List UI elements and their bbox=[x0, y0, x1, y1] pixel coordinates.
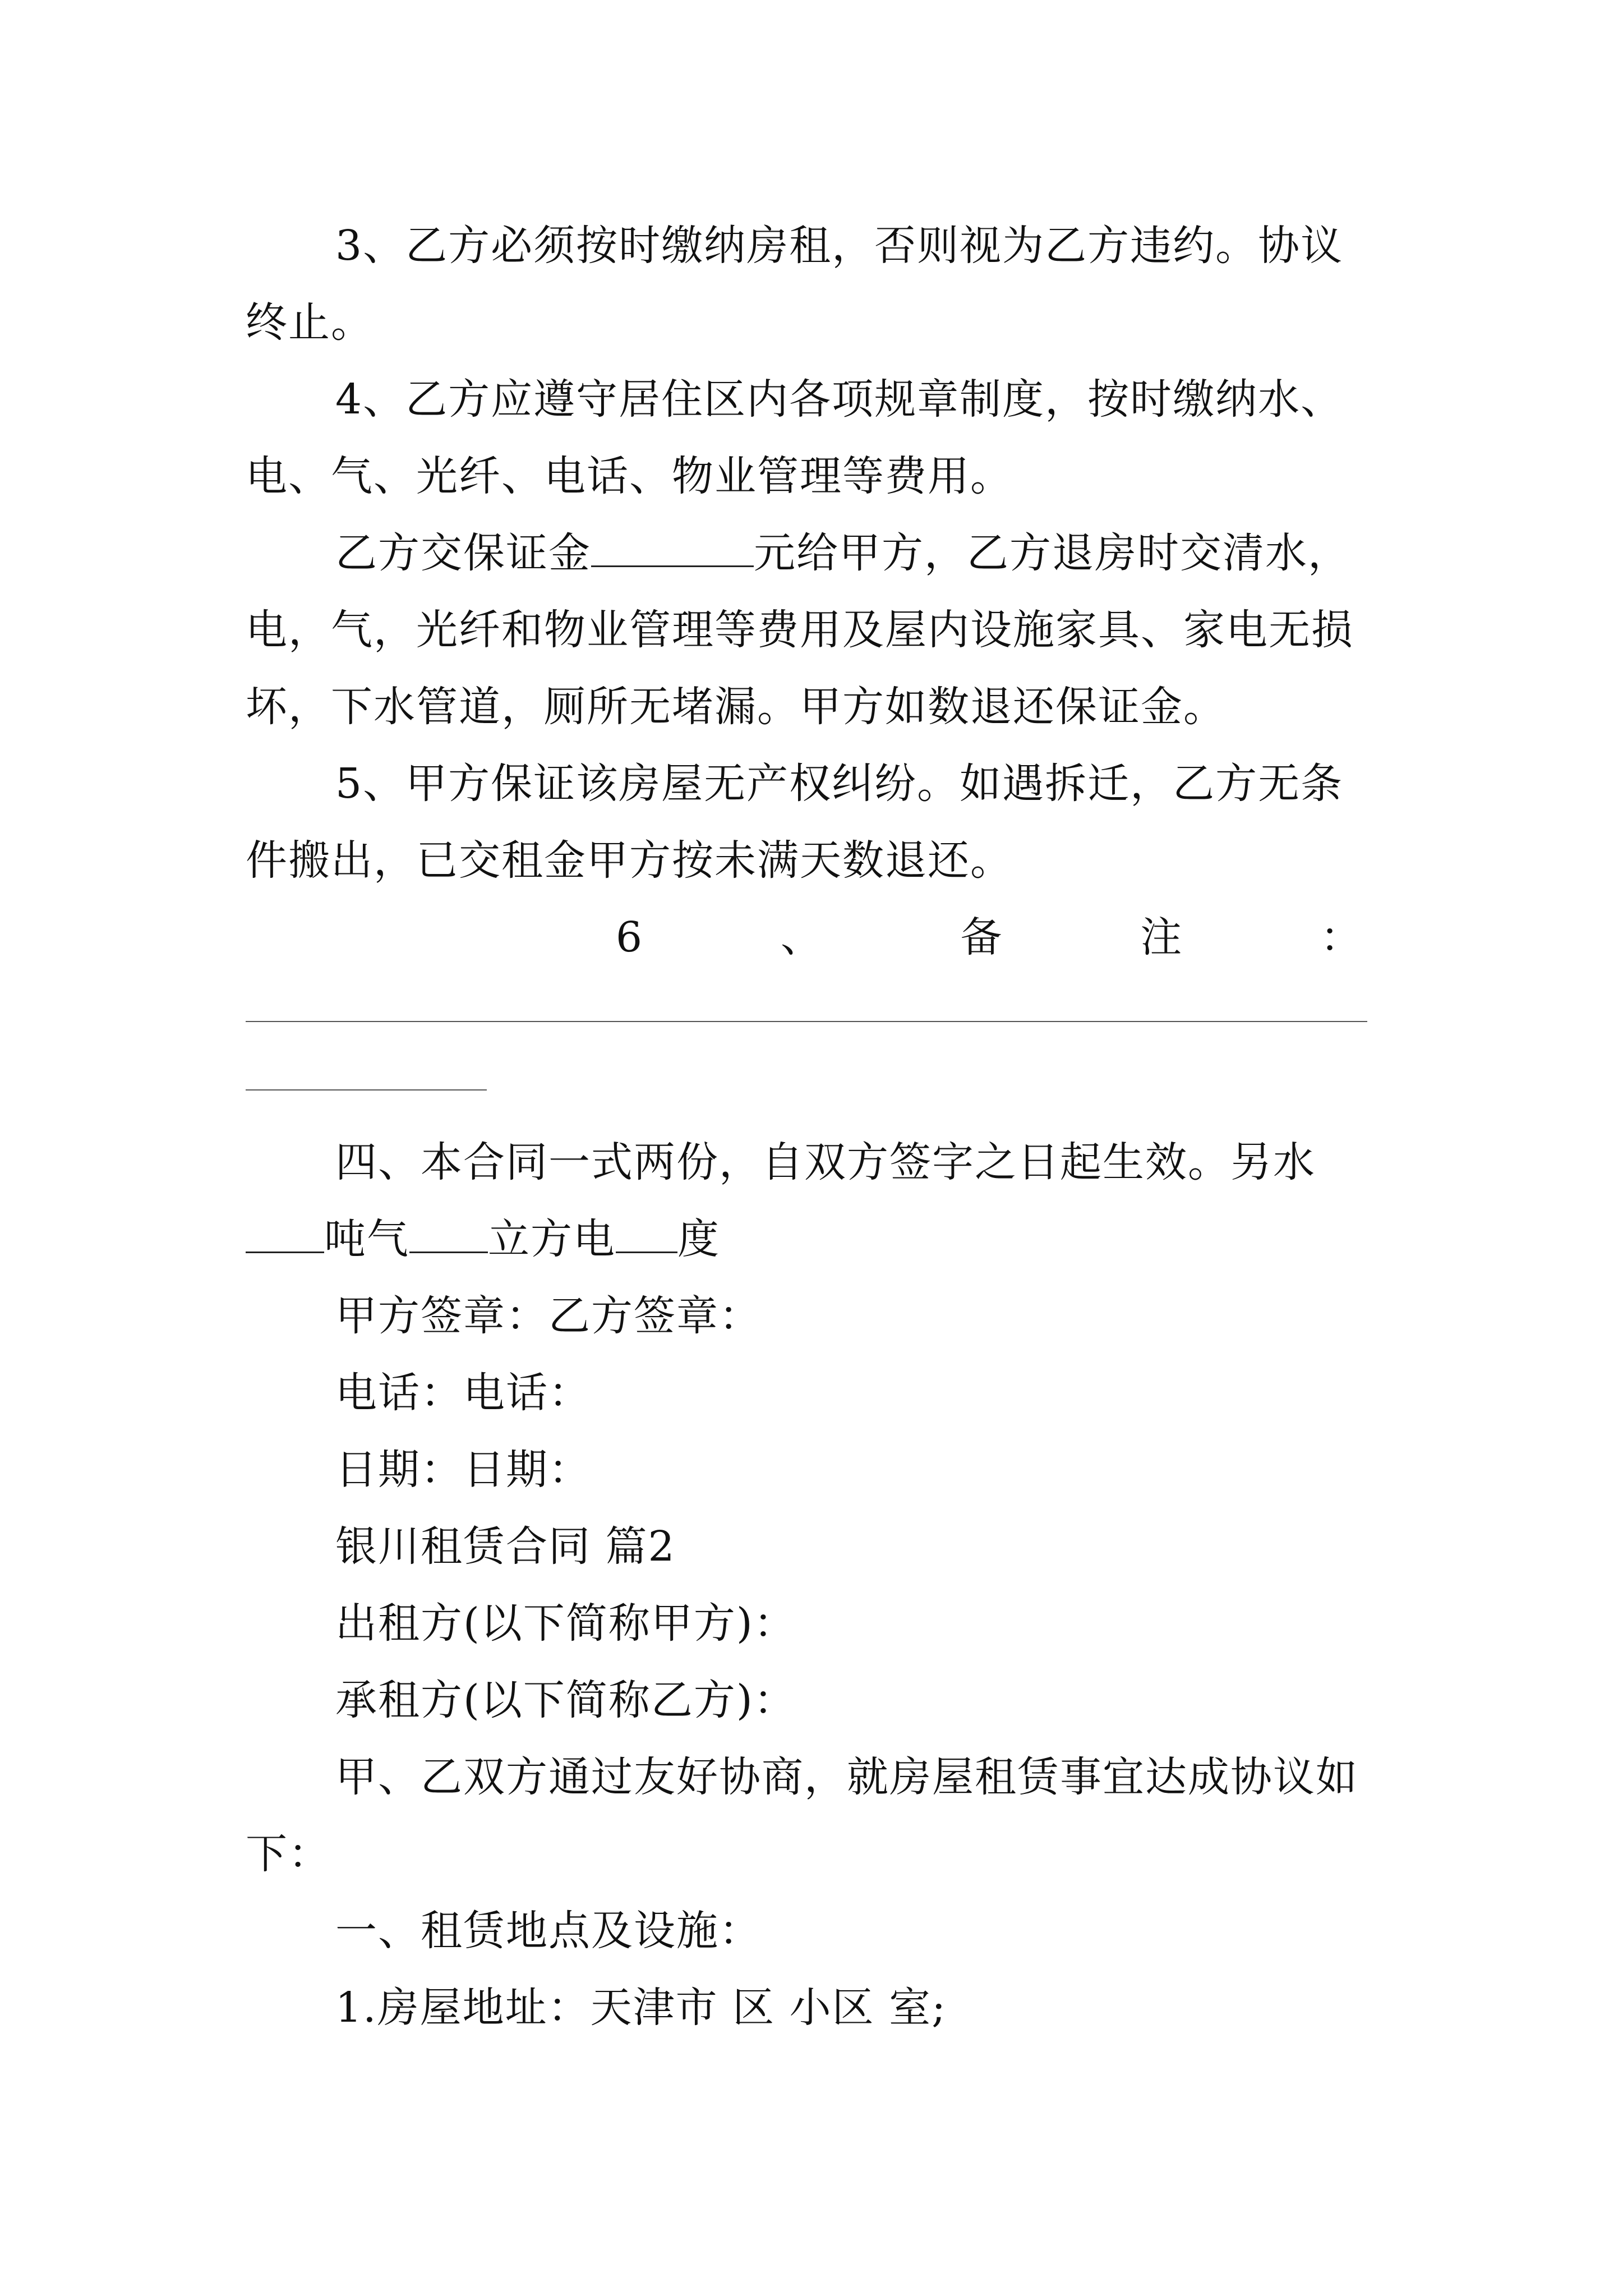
contract-2-title: 银川租赁合同 篇2 bbox=[335, 1522, 676, 1571]
clause-3: 3、乙方必须按时缴纳房租，否则视为乙方违约。协议终止。 bbox=[246, 222, 1344, 347]
document-body bbox=[246, 208, 1384, 2046]
date-line: 日期：日期： bbox=[335, 1446, 591, 1494]
gas-label: 吨气 bbox=[324, 1215, 409, 1263]
remark-char-5: ： bbox=[1320, 913, 1362, 961]
deposit-text-after: 元给甲方，乙方退房时交清水，电，气，光纤和物业管理等费用及屋内设施家具、家电无损坏，下水管道，厕所无堵漏。甲方如数退还保证金。 bbox=[246, 529, 1354, 731]
remark-blank-line-short bbox=[246, 1089, 487, 1091]
phone-line: 电话：电话： bbox=[335, 1369, 591, 1417]
remark-char-3: 备 bbox=[960, 913, 1002, 961]
remark-char-4: 注 bbox=[1140, 913, 1182, 961]
deposit-paragraph bbox=[246, 515, 1384, 746]
lessor-line: 出租方(以下简称甲方)： bbox=[335, 1599, 796, 1648]
clause-4: 4、乙方应遵守居住区内各项规章制度，按时缴纳水、电、气、光纤、电话、物业管理等费用。 bbox=[246, 375, 1344, 500]
electric-label: 立方电 bbox=[488, 1215, 616, 1263]
deposit-text-before: 乙方交保证金 bbox=[335, 529, 591, 577]
gas-blank bbox=[409, 1218, 488, 1253]
water-blank bbox=[246, 1218, 324, 1253]
signature-line: 甲方签章：乙方签章： bbox=[335, 1292, 762, 1340]
address-line: 1.房屋地址：天津市 区 小区 室; bbox=[335, 1984, 947, 2032]
remark-char-1: 6 bbox=[616, 913, 643, 961]
lessee-line: 承租方(以下简称乙方)： bbox=[335, 1676, 796, 1724]
degree-label: 度 bbox=[677, 1215, 720, 1263]
remark-blank-line bbox=[246, 1021, 1367, 1022]
clause-four-text: 四、本合同一式两份，自双方签字之日起生效。另水 bbox=[335, 1138, 1316, 1186]
section-1-heading: 一、租赁地点及设施： bbox=[335, 1907, 762, 1955]
agreement-intro: 甲、乙双方通过友好协商，就房屋租赁事宜达成协议如下： bbox=[246, 1753, 1358, 1878]
deposit-blank bbox=[591, 532, 754, 567]
clause-four bbox=[246, 1124, 1384, 1278]
electric-blank bbox=[616, 1218, 677, 1253]
remark-line bbox=[246, 899, 1384, 976]
clause-5: 5、甲方保证该房屋无产权纠纷。如遇拆迁，乙方无条件搬出，已交租金甲方按未满天数退还。 bbox=[246, 760, 1344, 885]
remark-char-2: 、 bbox=[780, 913, 822, 961]
